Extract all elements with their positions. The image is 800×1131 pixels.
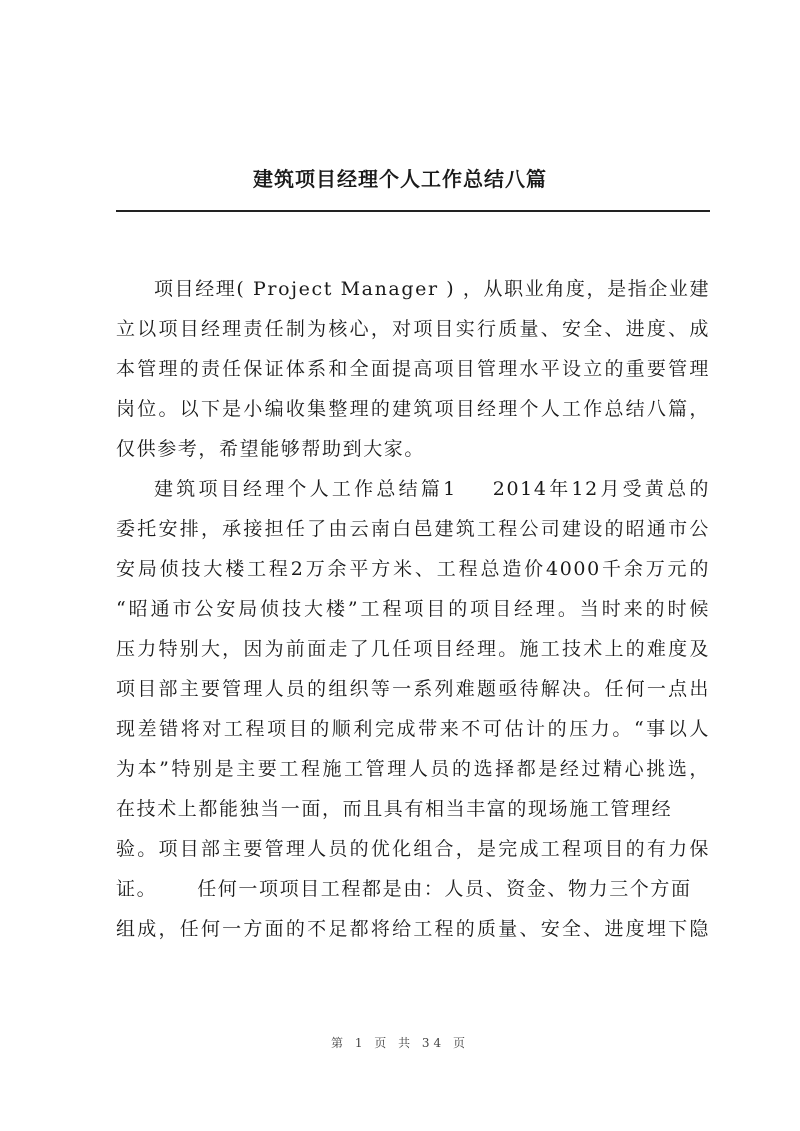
text-line: 验。项目部主要管理人员的优化组合，是完成工程项目的有力保 [116, 838, 710, 860]
text-line: 立以项目经理责任制为核心，对项目实行质量、安全、进度、成 [116, 318, 710, 340]
text-fragment: 证。 [116, 878, 158, 900]
section-heading: 建筑项目经理个人工作总结篇1 [154, 478, 457, 500]
text-line: 本管理的责任保证体系和全面提高项目管理水平设立的重要管理 [116, 358, 710, 380]
text-line: 现差错将对工程项目的顺利完成带来不可估计的压力。“事以人 [116, 718, 710, 740]
text-line: 委托安排，承接担任了由云南白邑建筑工程公司建设的昭通市公 [116, 518, 710, 540]
text-fragment: 2014年12月受黄总的 [492, 478, 710, 500]
document-title: 建筑项目经理个人工作总结八篇 [253, 167, 547, 191]
text-line [116, 869, 710, 909]
text-line: 压力特别大，因为前面走了几任项目经理。施工技术上的难度及 [116, 638, 710, 660]
text-line: 仅供参考，希望能够帮助到大家。 [116, 438, 426, 460]
text-line: 安局侦技大楼工程2万余平方米、工程总造价4000千余万元的 [116, 558, 710, 580]
text-line: 组成，任何一方面的不足都将给工程的质量、安全、进度埋下隐 [116, 918, 710, 940]
text-line: 项目经理( Project Manager ) ，从职业角度，是指企业建 [154, 278, 711, 300]
text-fragment: 任何一项项目工程都是由：人员、资金、物力三个方面 [197, 878, 692, 900]
page-number: 第 1 页 共 34 页 [331, 1036, 469, 1050]
text-line: “昭通市公安局侦技大楼”工程项目的项目经理。当时来的时候 [116, 598, 710, 620]
text-line: 为本”特别是主要工程施工管理人员的选择都是经过精心挑选， [116, 758, 710, 780]
text-line [116, 469, 710, 509]
text-line: 项目部主要管理人员的组织等一系列难题亟待解决。任何一点出 [116, 678, 710, 700]
text-line: 在技术上都能独当一面，而且具有相当丰富的现场施工管理经 [116, 798, 673, 820]
text-line: 岗位。以下是小编收集整理的建筑项目经理个人工作总结八篇， [116, 398, 710, 420]
document-body [116, 269, 710, 949]
title-underline [116, 210, 710, 212]
